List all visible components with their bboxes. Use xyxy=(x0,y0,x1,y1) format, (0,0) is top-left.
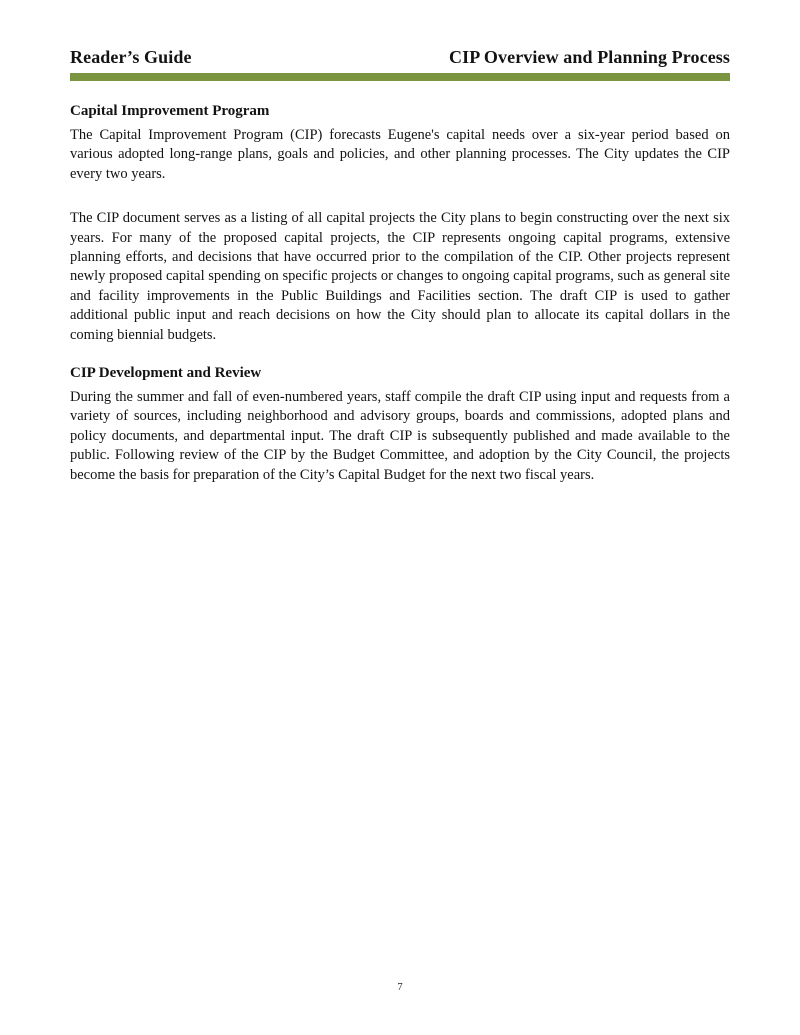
paragraph: The Capital Improvement Program (CIP) forecasts Eugene's capital needs over a six-year period based on various adopted long-range plans, goals and policies, and other planning processes. The City updates the CIP every two years. xyxy=(70,127,730,182)
header-right-title: CIP Overview and Planning Process xyxy=(449,47,730,67)
section-heading-capital-improvement-program: Capital Improvement Program xyxy=(70,103,270,119)
page-header xyxy=(70,0,730,68)
header-green-rule xyxy=(70,73,730,81)
paragraph: The CIP document serves as a listing of all capital projects the City plans to begin constructing over the next six years. For many of the proposed capital projects, the CIP represents ongoing capital programs, extensive planning efforts, and decisions that have occurred prior to the compilation of the CIP. Other projects represent newly proposed capital spending on specific projects or changes to ongoing capital programs, such as general site and facility improvements in the Public Buildings and Facilities section. The draft CIP is used to gather additional public input and reach decisions on how the City should plan to allocate its capital dollars in the coming biennial budgets. xyxy=(70,210,730,343)
header-left-title: Reader’s Guide xyxy=(70,47,192,67)
section-heading-cip-development-and-review: CIP Development and Review xyxy=(70,365,262,382)
page-content xyxy=(70,0,730,485)
page-number: 7 xyxy=(397,982,403,993)
paragraph: During the summer and fall of even-numbered years, staff compile the draft CIP using input and requests from a variety of sources, including neighborhood and advisory groups, boards and commissions, adopted plans and policy documents, and departmental input. The draft CIP is subsequently published and made available to the public. Following review of the CIP by the Budget Committee, and adoption by the City Council, the projects become the basis for preparation of the City’s Capital Budget for the next two fiscal years. xyxy=(70,389,730,483)
